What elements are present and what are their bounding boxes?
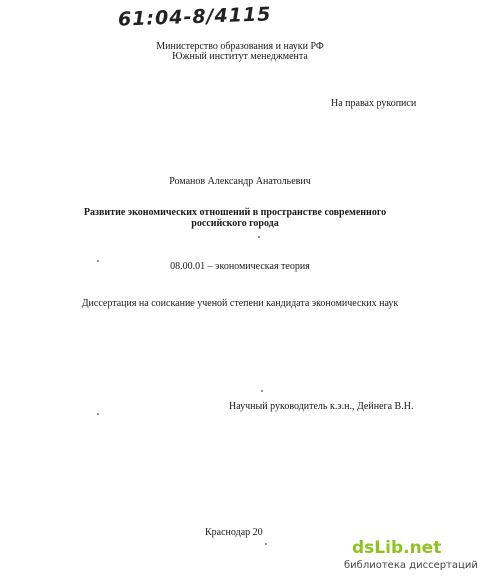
dslib-subtitle: библиотека диссертаций bbox=[344, 560, 478, 571]
archive-stamp: 61:04-8/4115 bbox=[117, 3, 272, 31]
dissertation-title-line1: Развитие экономических отношений в пространстве современного bbox=[83, 207, 387, 218]
ministry-name: Министерство образования и науки РФ bbox=[156, 41, 324, 52]
dslib-watermark bbox=[344, 538, 478, 582]
scan-speck bbox=[258, 236, 260, 238]
scan-speck bbox=[261, 390, 263, 392]
dslib-logo: dsLib.net bbox=[352, 538, 442, 558]
author-name: Романов Александр Анатольевич bbox=[169, 176, 311, 187]
rights-notice: На правах рукописи bbox=[331, 98, 417, 109]
supervisor-info: Научный руководитель к.э.н., Дейнега В.Н. bbox=[229, 401, 414, 412]
institute-name: Южный институт менеджмента bbox=[172, 51, 308, 62]
scan-speck bbox=[97, 260, 99, 262]
scan-speck bbox=[97, 413, 99, 415]
degree-statement: Диссертация на соискание ученой степени кандидата экономических наук bbox=[81, 298, 399, 309]
specialty-code: 08.00.01 – экономическая теория bbox=[170, 261, 310, 272]
place-year: Краснодар 20 bbox=[205, 527, 263, 538]
scan-speck bbox=[265, 543, 267, 545]
dissertation-title-line2: российского города bbox=[191, 218, 279, 229]
